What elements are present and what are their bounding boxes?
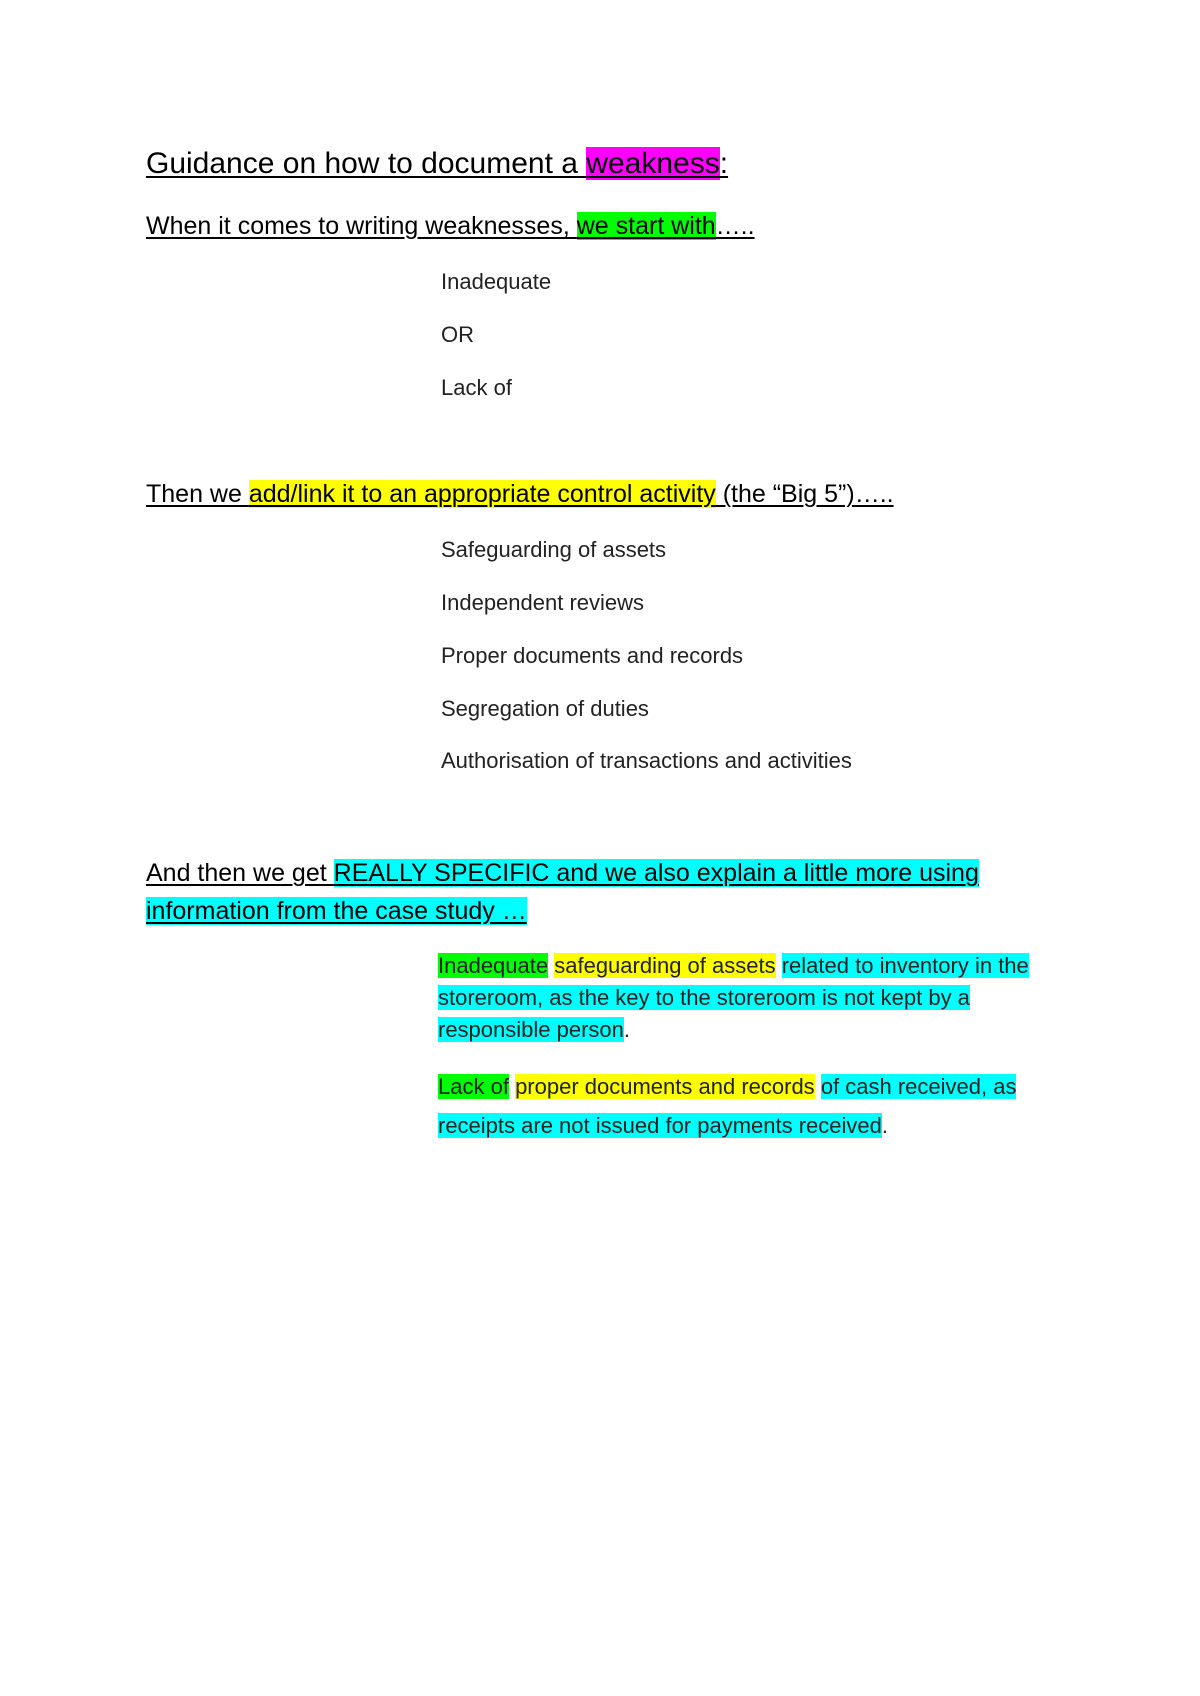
control-activity-item: Independent reviews (441, 590, 645, 615)
title-suffix: : (719, 147, 729, 180)
start-word-item: Lack of (441, 375, 512, 400)
section-3-text: And then we get (146, 859, 334, 887)
example-control-activity: safeguarding of assets (554, 953, 776, 978)
section-2-heading (146, 479, 894, 509)
section-1-text: When it comes to writing weaknesses, (146, 212, 577, 240)
section-3-heading (146, 854, 1046, 930)
control-activity-item: Segregation of duties (441, 696, 649, 721)
start-word-item: Inadequate (441, 269, 552, 294)
section-3-highlight: REALLY SPECIFIC and we also explain a little more using information from the case study … (146, 859, 979, 925)
example-specific-detail: related to inventory in the storeroom, as the key to the storeroom is not kept by a responsible person (438, 953, 1029, 1042)
start-word-item: OR (441, 322, 474, 347)
example-start-word: Inadequate (438, 953, 549, 978)
section-1-heading (146, 211, 755, 241)
example-specific-detail: of cash received, as receipts are not issued for payments received (438, 1074, 1017, 1138)
example-end: . (881, 1113, 889, 1138)
example-paragraph-2 (438, 1067, 1063, 1145)
section-2-suffix: (the “Big 5”)….. (715, 480, 894, 508)
title-text: Guidance on how to document a (146, 147, 587, 180)
example-start-word: Lack of (438, 1074, 509, 1099)
section-2-text: Then we (146, 480, 249, 508)
section-1-highlight: we start with (576, 212, 716, 240)
section-1-suffix: ….. (715, 212, 755, 240)
control-activity-item: Proper documents and records (441, 643, 744, 668)
example-control-activity: proper documents and records (515, 1074, 815, 1099)
section-2-highlight: add/link it to an appropriate control activity (248, 480, 716, 508)
title-highlight: weakness (586, 147, 720, 180)
control-activity-item: Authorisation of transactions and activities (441, 748, 852, 773)
page-title (146, 146, 728, 182)
control-activity-item: Safeguarding of assets (441, 537, 667, 562)
example-end: . (623, 1017, 631, 1042)
example-paragraph-1 (438, 950, 1063, 1046)
